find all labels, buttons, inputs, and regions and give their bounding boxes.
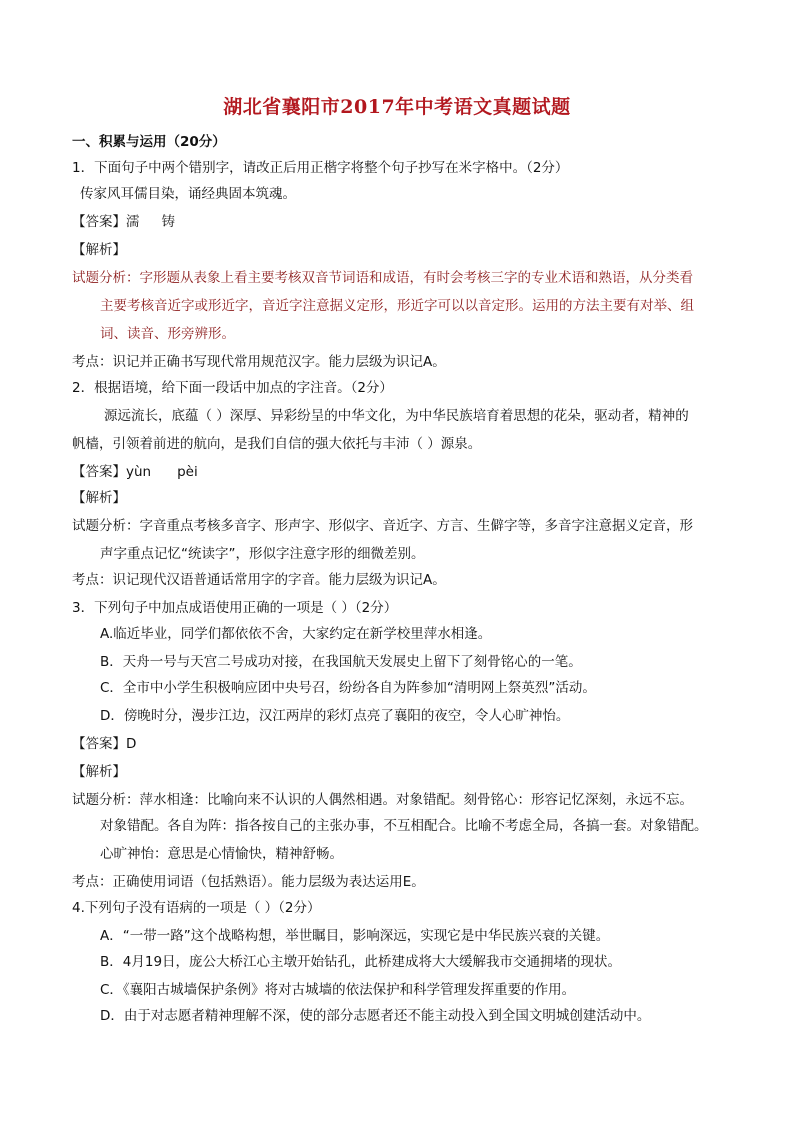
answer-value: D [126, 736, 137, 752]
question-3-option-c: C．全市中小学生积极响应团中央号召，纷纷各自为阵参加“清明网上祭英烈”活动。 [100, 680, 596, 696]
answer-value-1: yùn [126, 464, 152, 480]
question-1-sentence: 传家风耳儒目染，诵经典固本筑魂。 [80, 186, 296, 202]
question-1-answer [72, 212, 175, 232]
question-2-analysis-line-1: 试题分析：字音重点考核多音字、形声字、形似字、音近字、方言、生僻字等，多音字注意据义定音，形 [72, 518, 693, 534]
question-1-analysis-line-1: 试题分析：字形题从表象上看主要考核双音节词语和成语，有时会考核三字的专业术语和熟语，从分类看 [72, 270, 693, 286]
question-4-option-a: A．“一带一路”这个战略构想，举世瞩目，影响深远，实现它是中华民族兴衰的关键。 [100, 928, 610, 944]
question-3-analysis-label: 【解析】 [72, 764, 126, 780]
question-4-option-d: D．由于对志愿者精神理解不深，使的部分志愿者还不能主动投入到全国文明城创建活动中。 [100, 1008, 651, 1024]
question-3-stem: 3．下列句子中加点成语使用正确的一项是（ ）（2分） [72, 600, 398, 616]
question-3-analysis-line-1: 试题分析：萍水相逢：比喻向来不认识的人偶然相遇。对象错配。刻骨铭心：形容记忆深刻，永远不忘。 [72, 792, 693, 808]
question-1-analysis-line-2: 主要考核音近字或形近字，音近字注意据义定形，形近字可以以音定形。运用的方法主要有对举、组 [100, 298, 694, 314]
question-4-option-c: C．《襄阳古城墙保护条例》将对古城墙的依法保护和科学管理发挥重要的作用。 [100, 982, 576, 998]
page-title: 湖北省襄阳市2017年中考语文真题试题 [223, 96, 571, 118]
question-2-paragraph-line-2: 帆樯，引领着前进的航向，是我们自信的强大依托与丰沛（ ）源泉。 [72, 436, 482, 452]
question-4-option-b: B．4月19日，庞公大桥江心主墩开始钻孔，此桥建成将大大缓解我市交通拥堵的现状。 [100, 954, 622, 970]
question-3-option-b: B．天舟一号与天宫二号成功对接，在我国航天发展史上留下了刻骨铭心的一笔。 [100, 654, 582, 670]
question-2-stem: 2．根据语境，给下面一段话中加点的字注音。（2分） [72, 380, 393, 396]
answer-label: 【答案】 [72, 464, 126, 480]
question-1-analysis-label: 【解析】 [72, 242, 126, 258]
question-3-analysis-line-2: 对象错配。各自为阵：指各按自己的主张办事，不互相配合。比喻不考虑全局，各搞一套。对象错配。 [100, 818, 708, 834]
answer-value-1: 濡 [126, 214, 140, 230]
question-3-analysis-line-3: 心旷神怡：意思是心情愉快，精神舒畅。 [100, 846, 343, 862]
answer-value-2: 铸 [161, 214, 175, 230]
section-heading: 一、积累与运用（20分） [72, 134, 226, 150]
question-1-stem: 1．下面句子中两个错别字，请改正后用正楷字将整个句子抄写在米字格中。（2分） [72, 160, 569, 176]
question-2-paragraph-line-1: 源远流长，底蕴（ ）深厚、异彩纷呈的中华文化，为中华民族培育着思想的花朵，驱动者，精神的 [104, 408, 689, 424]
question-2-kaodian: 考点：识记现代汉语普通话常用字的字音。能力层级为识记A。 [72, 572, 446, 588]
question-3-option-a: A.临近毕业，同学们都依依不舍，大家约定在新学校里萍水相逢。 [100, 626, 492, 642]
question-1-analysis-line-3: 词、读音、形旁辨形。 [100, 326, 235, 342]
question-3-answer [72, 734, 136, 754]
question-4-stem: 4.下列句子没有语病的一项是（ ）（2分） [72, 900, 321, 916]
question-2-answer [72, 462, 198, 482]
question-2-analysis-label: 【解析】 [72, 490, 126, 506]
question-3-kaodian: 考点：正确使用词语（包括熟语）。能力层级为表达运用E。 [72, 874, 425, 890]
answer-label: 【答案】 [72, 214, 126, 230]
question-1-kaodian: 考点：识记并正确书写现代常用规范汉字。能力层级为识记A。 [72, 354, 446, 370]
question-3-option-d: D．傍晚时分，漫步江边，汉江两岸的彩灯点亮了襄阳的夜空，令人心旷神怡。 [100, 708, 570, 724]
answer-value-2: pèi [177, 464, 198, 480]
question-2-analysis-line-2: 声字重点记忆“统读字”，形似字注意字形的细微差别。 [100, 546, 425, 562]
answer-label: 【答案】 [72, 736, 126, 752]
